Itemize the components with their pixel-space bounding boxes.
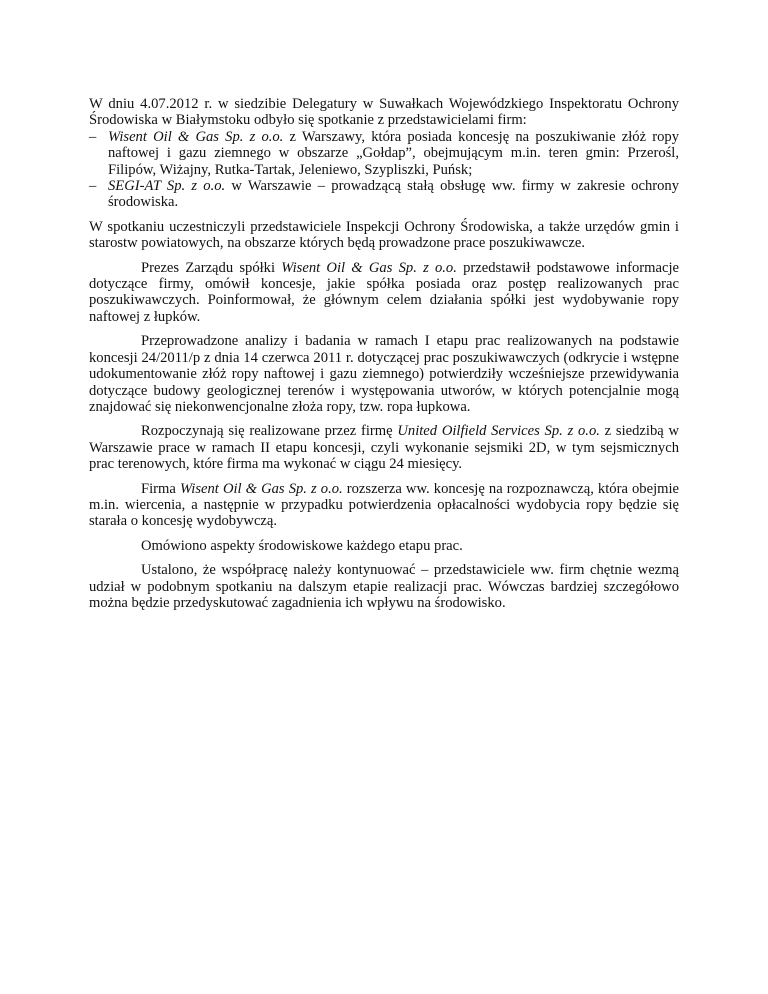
company-name: SEGI-AT Sp. z o.o. — [108, 178, 226, 195]
company-description: z Warszawy, która posiada koncesję na poszukiwanie złóż ropy naftowej i gazu ziemnego w obszarze „Gołdap”, obejmującym m.in. teren gmin: Przerośl, Filipów, Wiżajny, Rutka-Tartak, Jeleniewo, Szypliszki, Puńsk; — [108, 128, 680, 178]
list-dash: – — [89, 178, 97, 195]
company-description: w Warszawie – prowadzącą stałą obsługę ww. firmy w zakresie ochrony środowiska. — [108, 178, 679, 211]
seismic-paragraph — [89, 423, 679, 472]
conclusion-paragraph: Ustalono, że współpracę należy kontynuować – przedstawiciele ww. firm chętnie wezmą udział w podobnym spotkaniu na dalszym etapie realizacji prac. Wówczas bardziej szczegółowo można będzie przedyskutować zagadnienia ich wpływu na środowisko. — [89, 562, 679, 611]
analysis-paragraph: Przeprowadzone analizy i badania w ramach I etapu prac realizowanych na podstawie koncesji 24/2011/p z dnia 14 czerwca 2011 r. dotyczącej prac poszukiwawczych (odkrycie i wstępne udokumentowanie złóż ropy naftowej i gazu ziemnego) potwierdziły wcześniejsze przewidywania dotyczące budowy geologicznej terenów i występowania utworów, w których potencjalnie mogą znajdować się niekonwencjonalne złoża ropy, tzw. ropa łupkowa. — [89, 333, 679, 415]
document-page — [89, 96, 679, 611]
firms-list — [89, 129, 679, 211]
company-name: Wisent Oil & Gas Sp. z o.o. — [179, 480, 343, 497]
text-run: przedstawił podstawowe informacje dotyczące firmy, omówił koncesje, jakie spółka posiada oraz postęp realizowanych prac poszukiwawczych. Poinformował, że głównym celem działania spółki jest wydobywanie ropy naftowej z łupków. — [89, 259, 680, 325]
text-run: Firma — [141, 480, 180, 497]
intro-paragraph: W dniu 4.07.2012 r. w siedzibie Delegatury w Suwałkach Wojewódzkiego Inspektoratu Ochrony Środowiska w Białymstoku odbyło się spotkanie z przedstawicielami firm: — [89, 96, 679, 129]
text-run: Prezes Zarządu spółki — [141, 259, 282, 276]
company-name: United Oilfield Services Sp. z o.o. — [397, 423, 600, 440]
company-name: Wisent Oil & Gas Sp. z o.o. — [281, 259, 457, 276]
text-run: Rozpoczynają się realizowane przez firmę — [141, 423, 398, 440]
environment-paragraph: Omówiono aspekty środowiskowe każdego etapu prac. — [141, 537, 463, 554]
list-item-wisent — [89, 129, 679, 178]
participants-paragraph: W spotkaniu uczestniczyli przedstawiciele Inspekcji Ochrony Środowiska, a także urzędów gmin i starostw powiatowych, na obszarze których będą prowadzone prace poszukiwawcze. — [89, 218, 679, 252]
list-item-segi — [89, 178, 679, 211]
text-run: z siedzibą w Warszawie prace w ramach II etapu koncesji, czyli wykonanie sejsmiki 2D, w tym sejsmicznych prac terenowych, które firma ma wykonać w ciągu 24 miesięcy. — [89, 423, 680, 473]
company-name: Wisent Oil & Gas Sp. z o.o. — [108, 128, 284, 145]
extension-paragraph — [89, 481, 679, 530]
text-run: rozszerza ww. koncesję na rozpoznawczą, która obejmie m.in. wiercenia, a następnie w przypadku potwierdzenia opłacalności wydobycia ropy będzie się starała o koncesję wydobywczą. — [89, 480, 680, 530]
list-dash: – — [89, 128, 97, 145]
presentation-paragraph — [89, 260, 679, 326]
